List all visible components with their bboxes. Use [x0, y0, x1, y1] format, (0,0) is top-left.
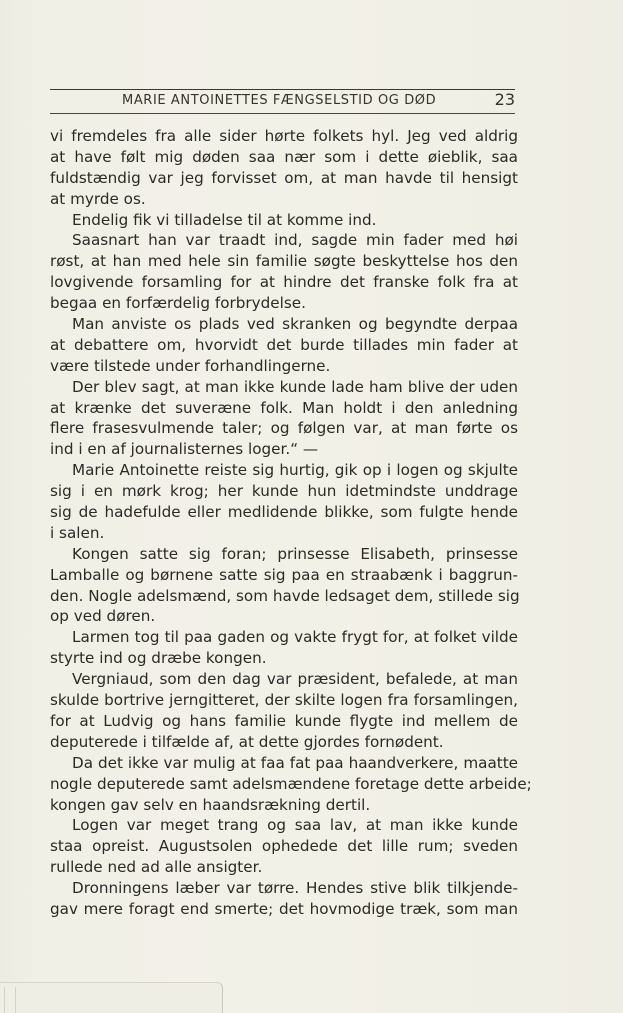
- running-head-title: MARIE ANTOINETTES FÆNGSELSTID OG DØD: [122, 93, 437, 108]
- text-line: at myrde os.: [50, 189, 146, 208]
- text-line: styrte ind og dræbe kongen.: [50, 649, 267, 668]
- page-number: 23: [494, 90, 515, 109]
- text-line: Lamballe og børnene satte sig paa en straabænk i baggrun-: [50, 565, 518, 584]
- text-line: at krænke det suveræne folk. Man holdt i den anledning: [50, 398, 518, 417]
- text-line: nogle deputerede samt adelsmændene foretage dette arbeide;: [50, 774, 532, 793]
- text-line: Dronningens læber var tørre. Hendes stive blik tilkjende-: [72, 879, 518, 898]
- page-edge-lines: [4, 987, 16, 1013]
- text-line: Endelig fik vi tilladelse til at komme ind.: [72, 210, 377, 229]
- text-line: lovgivende forsamling for at hindre det franske folk fra at: [50, 273, 518, 292]
- text-line: at debattere om, hvorvidt det burde tillades min fader at: [50, 335, 518, 354]
- text-line: begaa en forfærdelig forbrydelse.: [50, 294, 306, 313]
- text-line: den. Nogle adelsmænd, som havde ledsaget dem, stillede sig: [50, 586, 520, 605]
- text-line: kongen gav selv en haandsrækning dertil.: [50, 795, 371, 814]
- header-bottom-rule: [50, 113, 515, 114]
- text-line: ind i en af journalisternes loger.“ —: [50, 440, 319, 459]
- text-line: gav mere foragt end smerte; det hovmodige træk, som man: [50, 899, 518, 918]
- text-line: Kongen satte sig foran; prinsesse Elisabeth, prinsesse: [72, 544, 518, 563]
- text-line: Da det ikke var mulig at faa fat paa haandverkere, maatte: [72, 753, 518, 772]
- text-line: vi fremdeles fra alle sider hørte folkets hyl. Jeg ved aldrig: [50, 127, 518, 145]
- text-line: for at Ludvig og hans familie kunde flygte ind mellem de: [50, 711, 518, 730]
- text-line: i salen.: [50, 523, 105, 542]
- text-line: flere frasesvulmende taler; og følgen var, at man førte os: [50, 419, 518, 438]
- text-line: være tilstede under forhandlingerne.: [50, 356, 331, 375]
- running-header: [50, 91, 515, 113]
- text-line: fuldstændig var jeg forvisset om, at man havde til hensigt: [50, 168, 518, 187]
- text-line: sig i en mørk krog; her kunde hun idetmindste unddrage: [50, 482, 518, 501]
- text-line: Logen var meget trang og saa lav, at man ikke kunde: [72, 816, 518, 835]
- text-line: Marie Antoinette reiste sig hurtig, gik op i logen og skjulte: [72, 461, 518, 480]
- text-line: Vergniaud, som den dag var præsident, befalede, at man: [72, 670, 518, 689]
- text-line: Larmen tog til paa gaden og vakte frygt for, at folket vilde: [72, 628, 518, 647]
- text-line: deputerede i tilfælde af, at dette gjordes fornødent.: [50, 732, 444, 751]
- body-text: [50, 126, 532, 920]
- text-line: Man anviste os plads ved skranken og begyndte derpaa: [72, 315, 518, 334]
- text-line: Der blev sagt, at man ikke kunde lade ham blive der uden: [72, 377, 518, 396]
- header-top-rule: [50, 89, 515, 90]
- page-corner-fold: [0, 982, 223, 1013]
- text-line: sig de hadefulde eller medlidende blikke, som fulgte hende: [50, 503, 518, 522]
- text-line: at have følt mig døden saa nær som i dette øieblik, saa: [50, 147, 518, 166]
- text-line: skulde bortrive jerngitteret, der skilte logen fra forsamlingen,: [50, 691, 518, 710]
- text-line: røst, at han med hele sin familie søgte beskyttelse hos den: [50, 252, 518, 271]
- text-line: Saasnart han var traadt ind, sagde min fader med høi: [72, 231, 518, 250]
- text-line: rullede ned ad alle ansigter.: [50, 858, 263, 877]
- text-line: op ved døren.: [50, 607, 156, 626]
- text-line: staa opreist. Augustsolen ophedede det lille rum; sveden: [50, 837, 518, 856]
